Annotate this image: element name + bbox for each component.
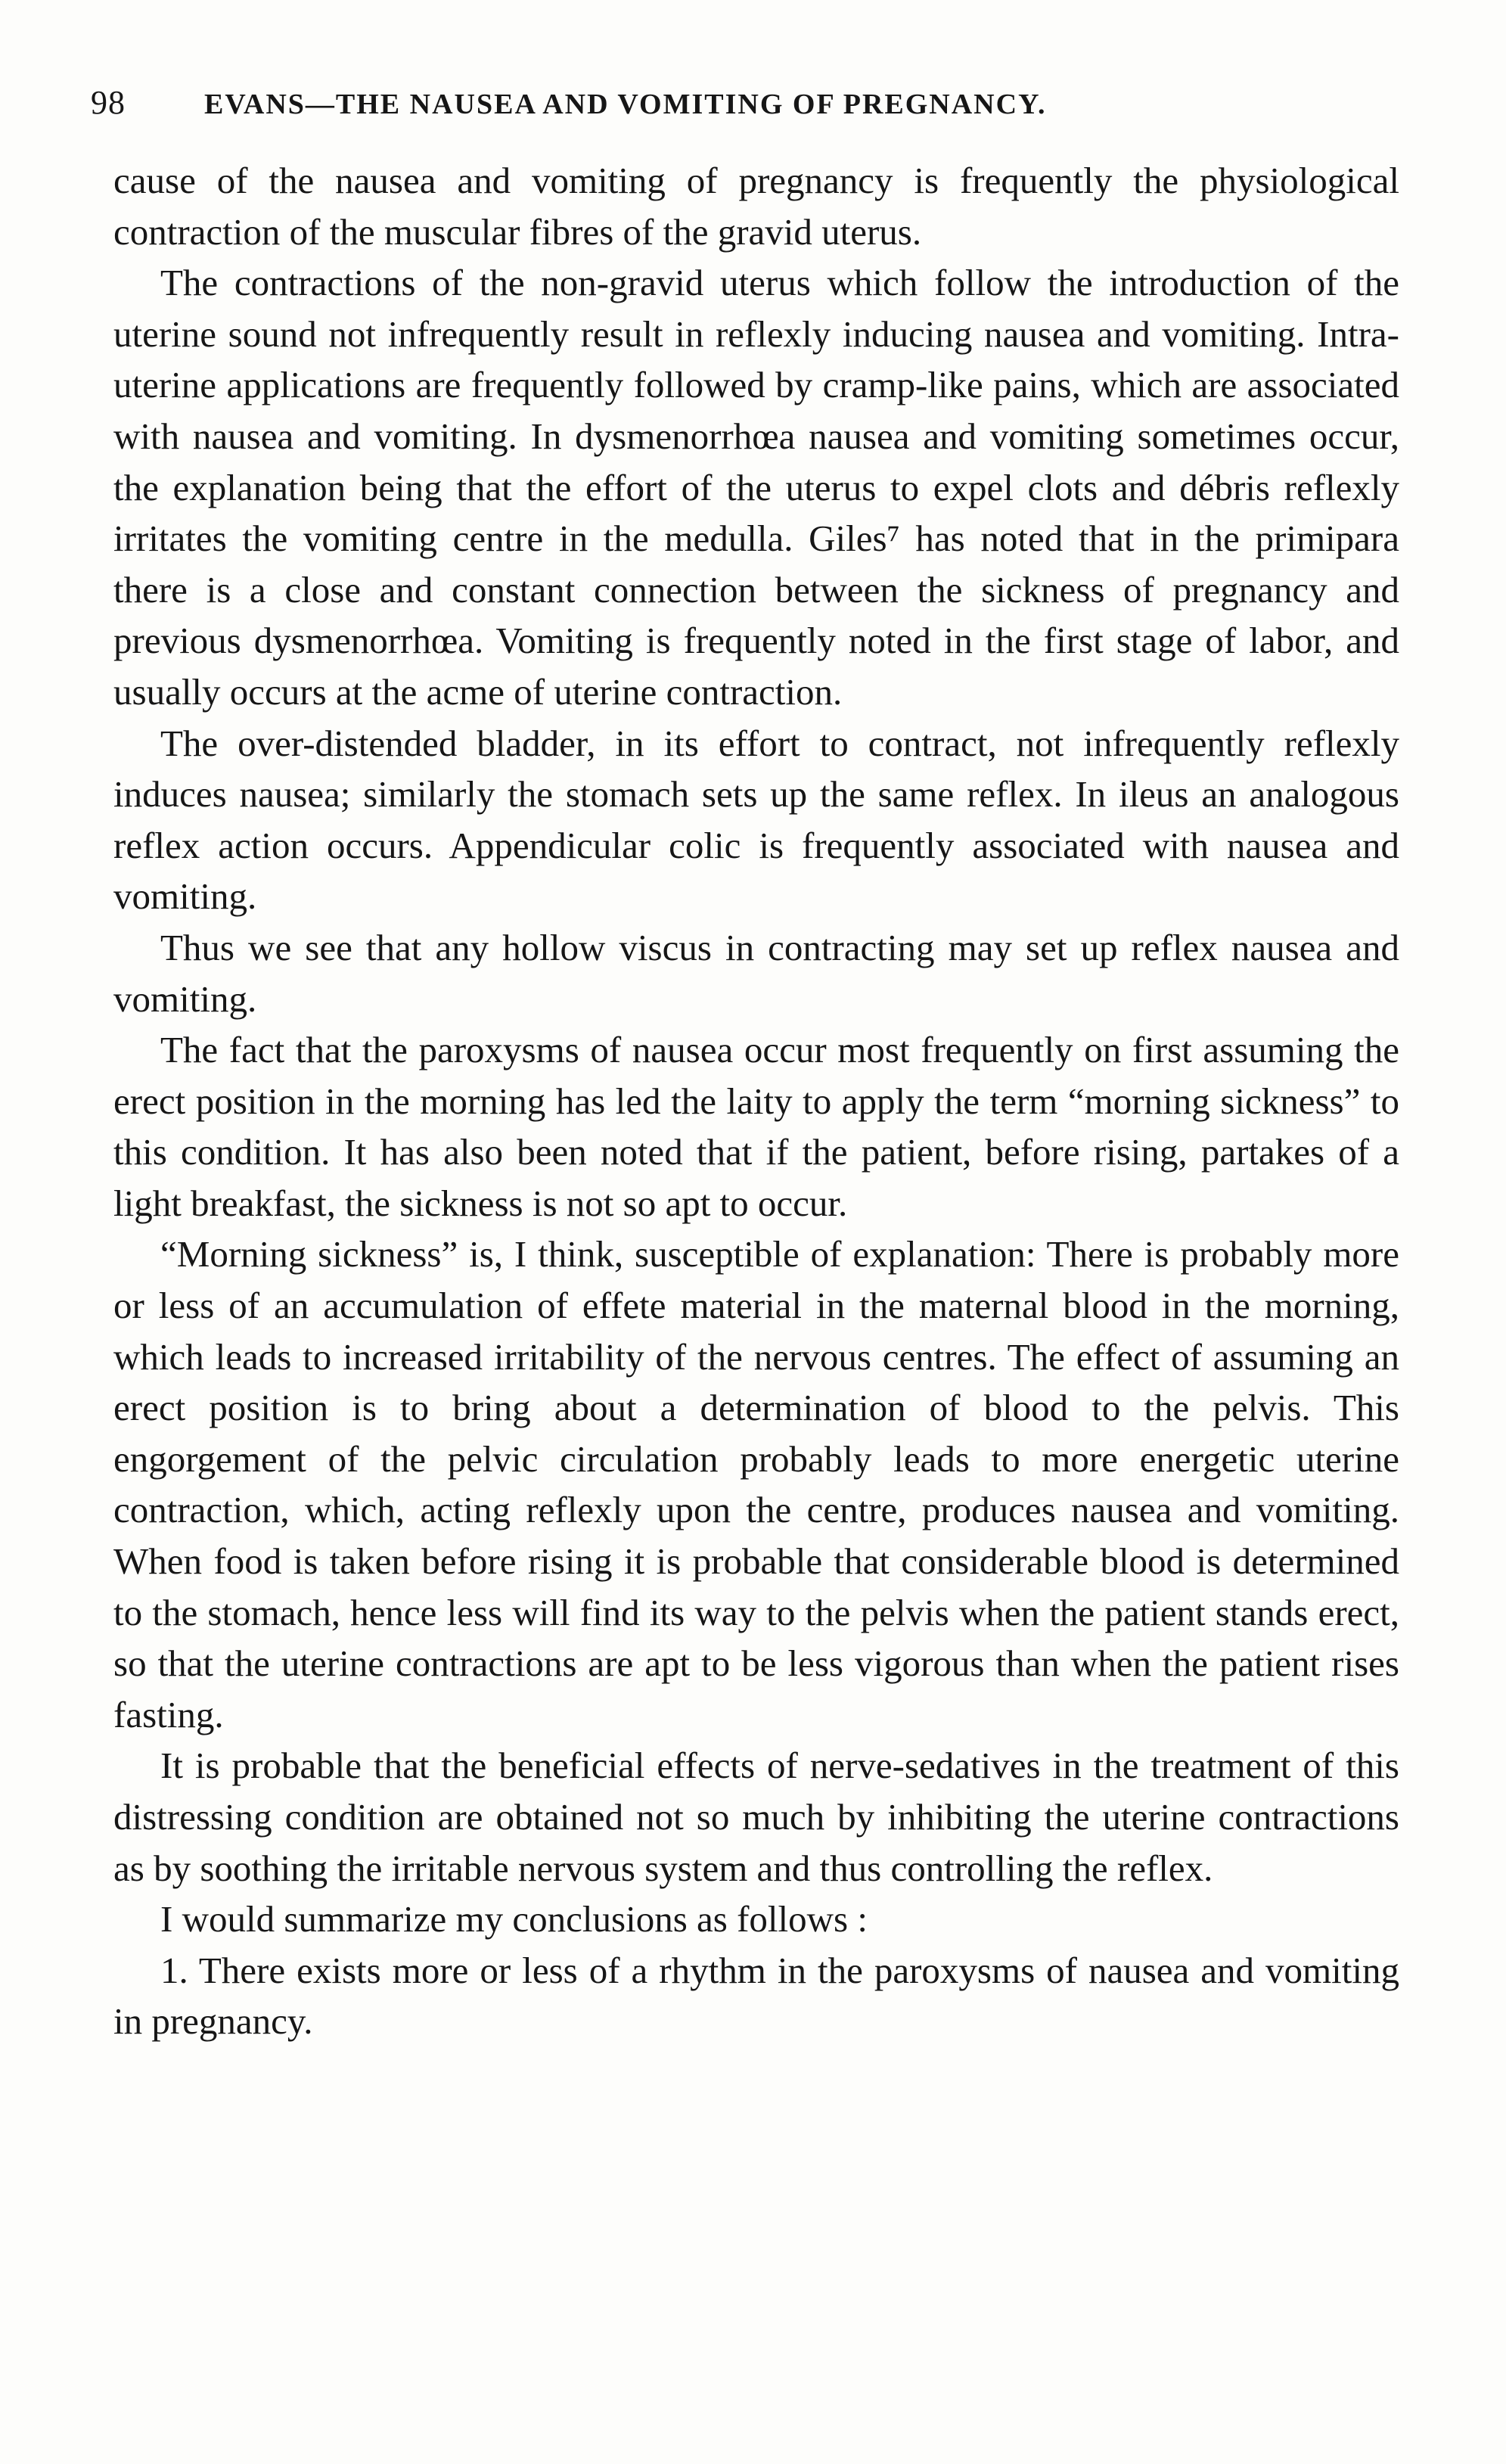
paragraph-summary-intro: I would summarize my conclusions as follows :	[160, 1898, 868, 1940]
page-number: 98	[91, 84, 126, 121]
article-body	[113, 155, 1399, 2047]
paragraph-contractions: The contractions of the non-gravid uterus which follow the introduction of the uterine sound not infrequently result in reflexly inducing nausea and vomiting. Intra-uterine applications are frequently followed by cramp-like pains, which are associated with nausea and vomiting. In dysmenorrhœa nausea and vomiting sometimes occur, the explanation being that the effort of the uterus to expel clots and débris reflexly irritates the vomiting centre in the medulla. Giles⁷ has noted that in the primipara there is a close and constant connection between the sickness of pregnancy and previous dysmenorrhœa. Vomiting is frequently noted in the first stage of labor, and usually occurs at the acme of uterine contraction.	[113, 262, 1399, 713]
running-head: EVANS—THE NAUSEA AND VOMITING OF PREGNANCY.	[204, 89, 1047, 120]
paragraph-nerve-sedatives: It is probable that the beneficial effects of nerve-sedatives in the treatment of this distressing condition are obtained not so much by inhibiting the uterine contractions as by soothing the irritable nervous system and thus controlling the reflex.	[113, 1745, 1399, 1889]
paragraph-morning-sickness-term: The fact that the paroxysms of nausea occur most frequently on first assuming the erect position in the morning has led the laity to apply the term “morning sickness” to this condition. It has also been noted that if the patient, before rising, partakes of a light breakfast, the sickness is not so apt to occur.	[113, 1029, 1399, 1224]
paragraph-bladder: The over-distended bladder, in its effort to contract, not infrequently reflexly induces nausea; similarly the stomach sets up the same reflex. In ileus an analogous reflex action occurs. Appendicular colic is frequently associated with nausea and vomiting.	[113, 722, 1399, 918]
conclusion-item-1: 1. There exists more or less of a rhythm in the paroxysms of nausea and vomiting in pregnancy.	[113, 1949, 1399, 2043]
paragraph-hollow-viscus: Thus we see that any hollow viscus in contracting may set up reflex nausea and vomiting.	[113, 926, 1399, 1020]
paragraph-morning-sickness-explanation: “Morning sickness” is, I think, susceptible of explanation: There is probably more or less of an accumulation of effete material in the maternal blood in the morning, which leads to increased irritability of the nervous centres. The effect of assuming an erect position is to bring about a determination of blood to the pelvis. This engorgement of the pelvic circulation probably leads to more energetic uterine contraction, which, acting reflexly upon the centre, produces nausea and vomiting. When food is taken before rising it is probable that considerable blood is determined to the stomach, hence less will find its way to the pelvis when the patient stands erect, so that the uterine contractions are apt to be less vigorous than when the patient rises fasting.	[113, 1233, 1399, 1735]
paragraph-continuation: cause of the nausea and vomiting of pregnancy is frequently the physiological contraction of the muscular fibres of the gravid uterus.	[113, 160, 1399, 253]
page-header	[91, 82, 1369, 135]
